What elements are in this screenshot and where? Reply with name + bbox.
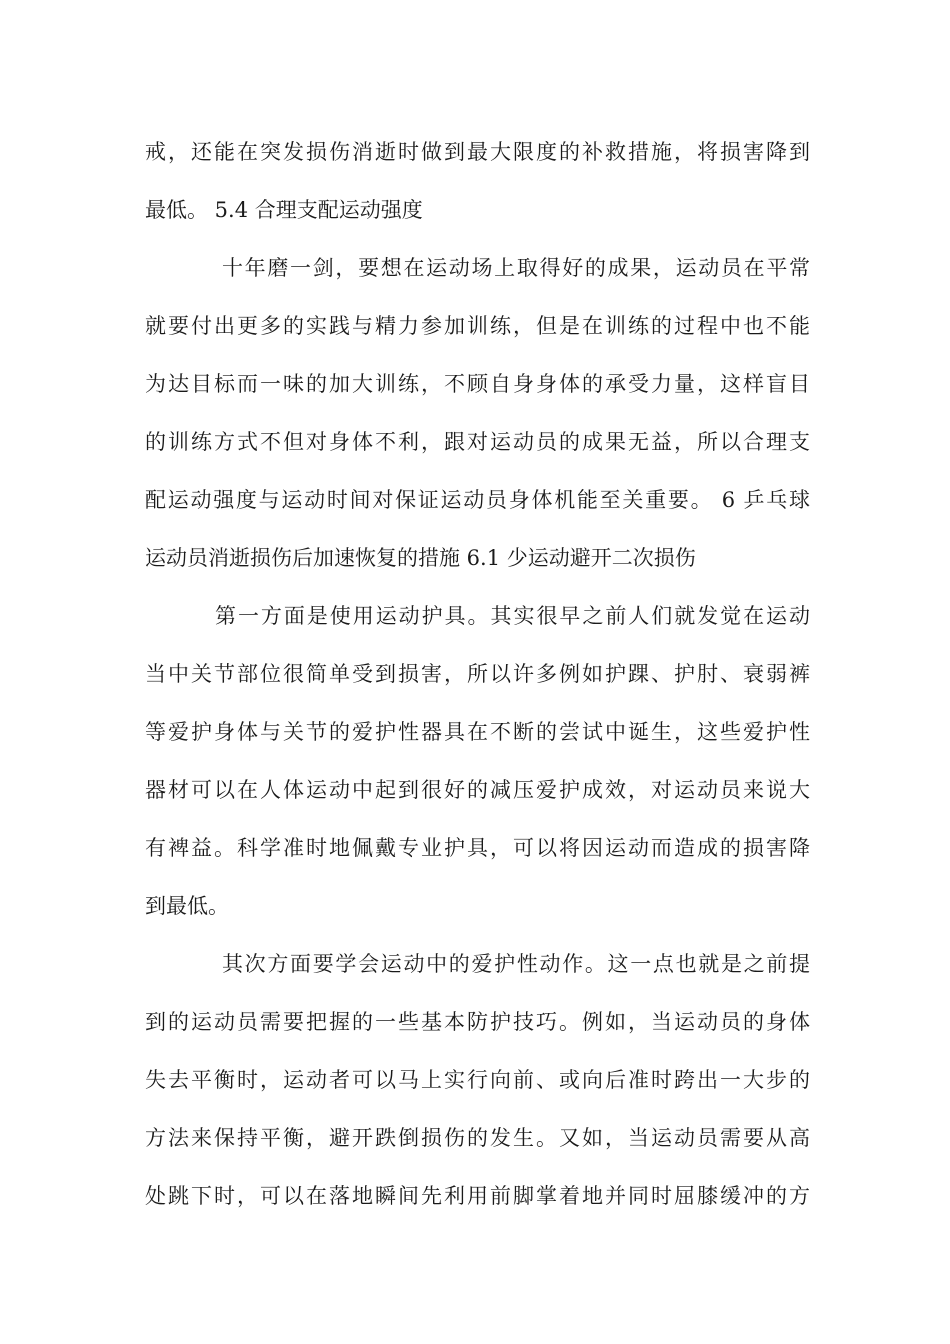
text-line: 戒，还能在突发损伤消逝时做到最大限度的补救措施，将损害降到 [145,140,810,164]
text-line: 当中关节部位很简单受到损害，所以许多例如护踝、护肘、衰弱裤 [145,662,810,686]
text-line: 的训练方式不但对身体不利，跟对运动员的成果无益，所以合理支 [145,430,810,454]
text-line: 方法来保持平衡，避开跌倒损伤的发生。又如，当运动员需要从高 [145,1126,810,1150]
text-line: 等爱护身体与关节的爱护性器具在不断的尝试中诞生，这些爱护性 [145,720,810,744]
text-line: 器材可以在人体运动中起到很好的减压爱护成效，对运动员来说大 [145,778,810,802]
text-line: 失去平衡时，运动者可以马上实行向前、或向后准时跨出一大步的 [145,1068,810,1092]
text-line: 有裨益。科学准时地佩戴专业护具，可以将因运动而造成的损害降 [145,836,810,860]
text-line: 为达目标而一味的加大训练，不顾自身身体的承受力量，这样盲目 [145,372,810,396]
paragraph-first-line: 其次方面要学会运动中的爱护性动作。这一点也就是之前提 [222,952,810,976]
text-line: 到最低。 [145,894,229,918]
text-line: 就要付出更多的实践与精力参加训练，但是在训练的过程中也不能 [145,314,810,338]
paragraph-first-line: 第一方面是使用运动护具。其实很早之前人们就发觉在运动 [215,604,810,628]
text-line-section-heading: 最低。 5.4 合理支配运动强度 [145,198,423,222]
text-line: 处跳下时，可以在落地瞬间先利用前脚掌着地并同时屈膝缓冲的方 [145,1184,810,1208]
text-line-section-heading: 运动员消逝损伤后加速恢复的措施 6.1 少运动避开二次损伤 [145,546,696,570]
text-line: 到的运动员需要把握的一些基本防护技巧。例如，当运动员的身体 [145,1010,810,1034]
text-line: 配运动强度与运动时间对保证运动员身体机能至关重要。 6 乒乓球 [145,488,810,512]
paragraph-first-line: 十年磨一剑，要想在运动场上取得好的成果，运动员在平常 [222,256,810,280]
